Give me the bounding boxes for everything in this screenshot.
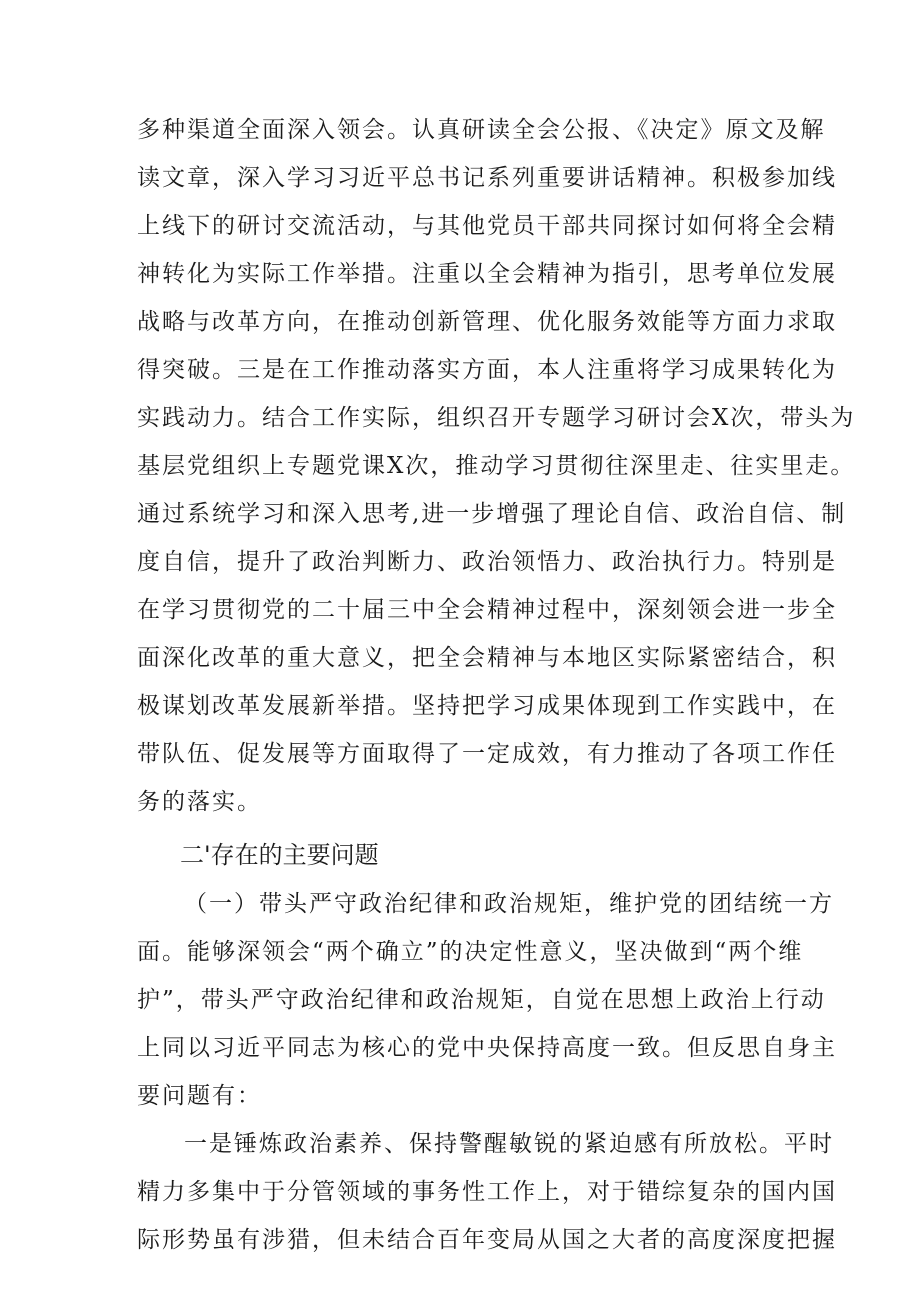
body-text-line: 精力多集中于分管领域的事务性工作上，对于错综复杂的国内国 [137, 1179, 837, 1205]
body-text-line: 要问题有： [137, 1083, 262, 1109]
body-text-line: 读文章，深入学习习近平总书记系列重要讲话精神。积极参加线 [137, 165, 837, 191]
body-text-line: 带队伍、促发展等方面取得了一定成效，有力推动了各项工作任 [137, 741, 837, 767]
subsection-heading-line: （一）带头严守政治纪律和政治规矩，维护党的团结统一方 [184, 891, 834, 917]
body-text-line: 基层党组织上专题党课X次，推动学习贯彻往深里走、往实里走。 [137, 453, 856, 479]
body-text-line: 度自信，提升了政治判断力、政治领悟力、政治执行力。特别是 [137, 549, 837, 575]
body-text-line: 际形势虽有涉猎，但未结合百年变局从国之大者的高度深度把握 [137, 1227, 837, 1253]
body-text-line: 护”，带头严守政治纪律和政治规矩，自觉在思想上政治上行动 [137, 987, 826, 1013]
body-text-line: 战略与改革方向，在推动创新管理、优化服务效能等方面力求取 [137, 309, 837, 335]
body-text-line: 极谋划改革发展新举措。坚持把学习成果体现到工作实践中，在 [137, 693, 837, 719]
body-text-line: 多种渠道全面深入领会。认真研读全会公报、《决定》原文及解 [137, 117, 826, 143]
body-text-line: 一是锤炼政治素养、保持警醒敏锐的紧迫感有所放松。平时 [184, 1131, 834, 1157]
body-text-line: 实践动力。结合工作实际，组织召开专题学习研讨会X次，带头为 [137, 405, 856, 431]
section-heading: 二'存在的主要问题 [180, 841, 379, 869]
body-text-line: 务的落实。 [137, 789, 262, 815]
body-text-line: 通过系统学习和深入思考,进一步增强了理论自信、政治自信、制 [137, 501, 847, 527]
body-text-line: 神转化为实际工作举措。注重以全会精神为指引，思考单位发展 [137, 261, 837, 287]
body-text-line: 在学习贯彻党的二十届三中全会精神过程中，深刻领会进一步全 [137, 597, 837, 623]
body-text-line: 面深化改革的重大意义，把全会精神与本地区实际紧密结合，积 [137, 645, 837, 671]
body-text-line: 得突破。三是在工作推动落实方面，本人注重将学习成果转化为 [137, 357, 837, 383]
body-text-line: 上同以习近平同志为核心的党中央保持高度一致。但反思自身主 [137, 1035, 837, 1061]
body-text-line: 面。能够深领会“两个确立”的决定性意义，坚决做到“两个维 [137, 939, 804, 965]
body-text-line: 上线下的研讨交流活动，与其他党员干部共同探讨如何将全会精 [137, 213, 837, 239]
